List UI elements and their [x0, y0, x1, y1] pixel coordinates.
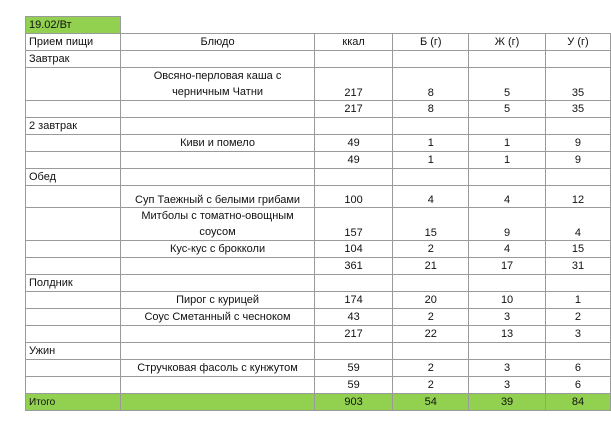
dish-b: 4	[393, 186, 469, 208]
dish-kcal: 174	[314, 292, 393, 309]
header-b: Б (г)	[393, 34, 469, 51]
subtotal-u: 35	[545, 101, 610, 118]
dish-zh: 9	[469, 208, 546, 241]
dish-u: 15	[545, 241, 610, 258]
header-dish: Блюдо	[121, 34, 314, 51]
dish-kcal: 217	[314, 68, 393, 101]
subtotal-b: 2	[393, 377, 469, 394]
meal-name: Полдник	[26, 275, 121, 292]
dish-name: Киви и помело	[121, 135, 314, 152]
total-u: 84	[545, 394, 610, 411]
subtotal-u: 3	[545, 326, 610, 343]
dish-zh: 4	[469, 186, 546, 208]
dish-b: 2	[393, 360, 469, 377]
dish-zh: 10	[469, 292, 546, 309]
total-kcal: 903	[314, 394, 393, 411]
subtotal-b: 21	[393, 258, 469, 275]
subtotal-zh: 3	[469, 377, 546, 394]
dish-name: Соус Сметанный с чесноком	[121, 309, 314, 326]
total-blank	[121, 394, 314, 411]
subtotal-zh: 17	[469, 258, 546, 275]
dish-u: 1	[545, 292, 610, 309]
dish-kcal: 157	[314, 208, 393, 241]
subtotal-zh: 5	[469, 101, 546, 118]
total-zh: 39	[469, 394, 546, 411]
subtotal-u: 6	[545, 377, 610, 394]
subtotal-zh: 1	[469, 152, 546, 169]
dish-kcal: 59	[314, 360, 393, 377]
subtotal-kcal: 361	[314, 258, 393, 275]
dish-zh: 3	[469, 309, 546, 326]
subtotal-b: 22	[393, 326, 469, 343]
total-label: Итого	[26, 394, 121, 411]
subtotal-kcal: 217	[314, 101, 393, 118]
dish-u: 35	[545, 68, 610, 101]
dish-zh: 1	[469, 135, 546, 152]
dish-zh: 5	[469, 68, 546, 101]
subtotal-zh: 13	[469, 326, 546, 343]
dish-u: 9	[545, 135, 610, 152]
dish-u: 12	[545, 186, 610, 208]
dish-name: Митболы с томатно-овощным соусом	[121, 208, 314, 241]
nutrition-table	[25, 16, 611, 411]
subtotal-kcal: 49	[314, 152, 393, 169]
dish-b: 20	[393, 292, 469, 309]
dish-b: 2	[393, 309, 469, 326]
dish-name: Овсяно-перловая каша с черничным Чатни	[121, 68, 314, 101]
dish-b: 1	[393, 135, 469, 152]
dish-kcal: 43	[314, 309, 393, 326]
subtotal-b: 1	[393, 152, 469, 169]
dish-kcal: 100	[314, 186, 393, 208]
subtotal-u: 9	[545, 152, 610, 169]
subtotal-b: 8	[393, 101, 469, 118]
header-zh: Ж (г)	[469, 34, 546, 51]
header-kcal: ккал	[314, 34, 393, 51]
header-u: У (г)	[545, 34, 610, 51]
subtotal-u: 31	[545, 258, 610, 275]
meal-name: Завтрак	[26, 51, 121, 68]
meal-name: Обед	[26, 169, 121, 186]
dish-zh: 4	[469, 241, 546, 258]
dish-kcal: 49	[314, 135, 393, 152]
dish-b: 8	[393, 68, 469, 101]
dish-zh: 3	[469, 360, 546, 377]
total-b: 54	[393, 394, 469, 411]
dish-b: 2	[393, 241, 469, 258]
subtotal-kcal: 59	[314, 377, 393, 394]
empty-top	[121, 17, 611, 34]
date-cell: 19.02/Вт	[26, 17, 121, 34]
header-meal: Прием пищи	[26, 34, 121, 51]
dish-name: Стручковая фасоль с кунжутом	[121, 360, 314, 377]
dish-u: 2	[545, 309, 610, 326]
meal-name: 2 завтрак	[26, 118, 121, 135]
dish-name: Суп Таежный с белыми грибами	[121, 186, 314, 208]
dish-name: Пирог с курицей	[121, 292, 314, 309]
dish-name: Кус-кус с брокколи	[121, 241, 314, 258]
dish-u: 6	[545, 360, 610, 377]
subtotal-kcal: 217	[314, 326, 393, 343]
dish-b: 15	[393, 208, 469, 241]
dish-u: 4	[545, 208, 610, 241]
meal-name: Ужин	[26, 343, 121, 360]
dish-kcal: 104	[314, 241, 393, 258]
